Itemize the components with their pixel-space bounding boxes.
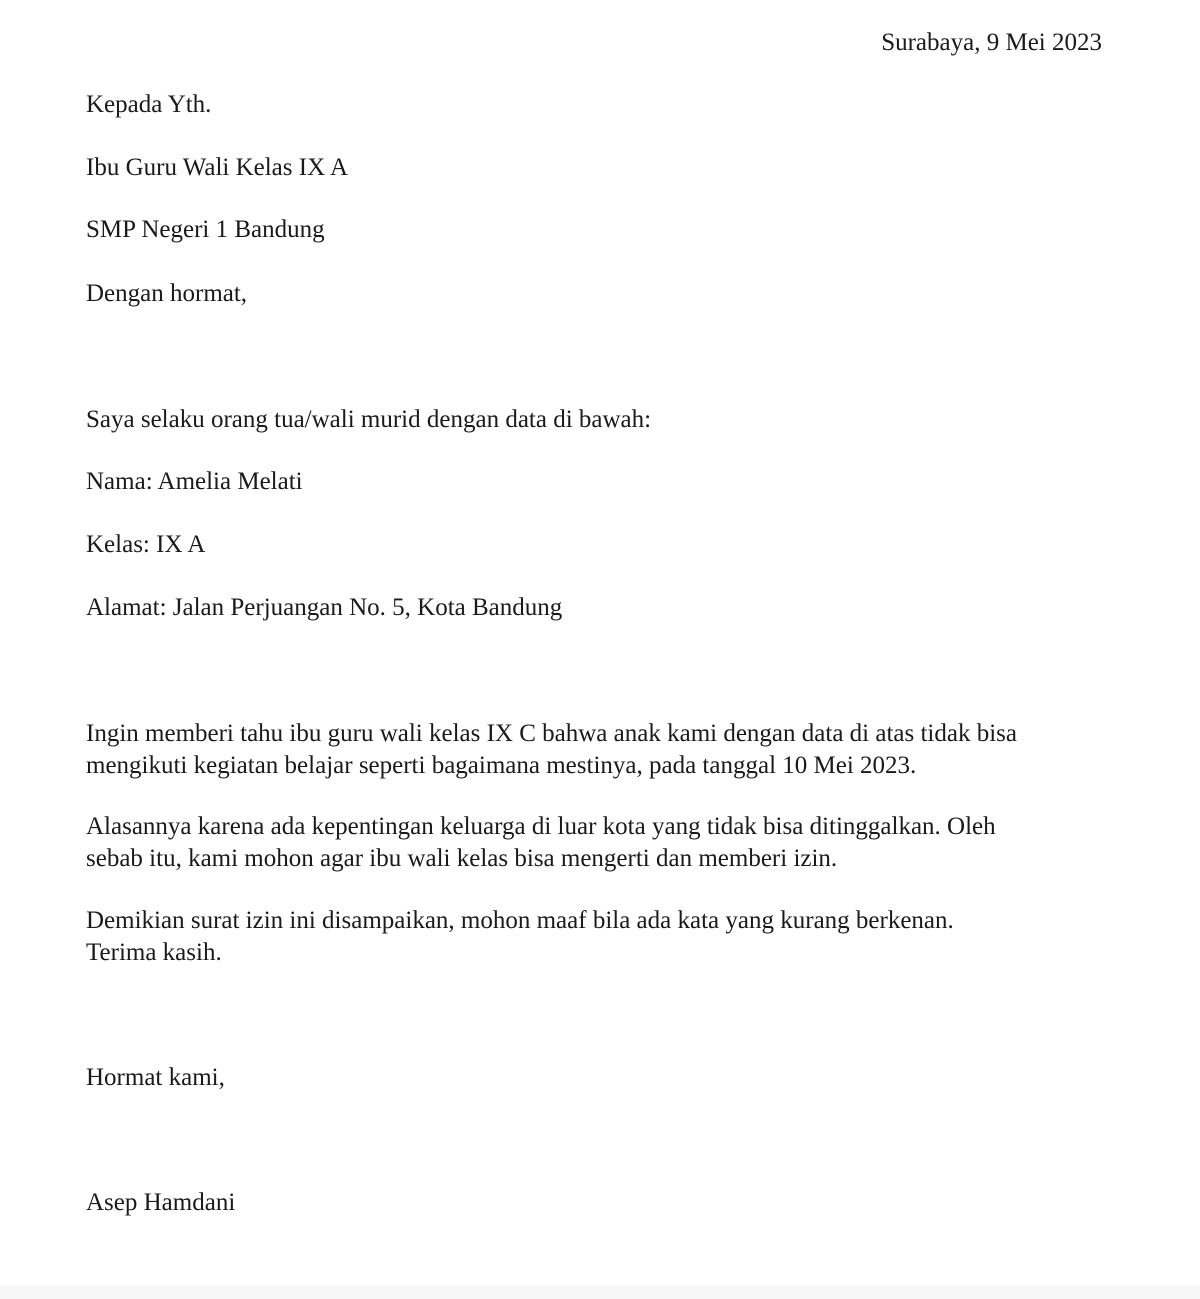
page-bottom-edge bbox=[0, 1285, 1200, 1299]
closing-phrase: Hormat kami, bbox=[86, 1064, 225, 1091]
student-name: Nama: Amelia Melati bbox=[86, 468, 303, 495]
paragraph-line: Demikian surat izin ini disampaikan, mohon maaf bila ada kata yang kurang berkenan. bbox=[86, 907, 954, 934]
paragraph-line: mengikuti kegiatan belajar seperti bagaimana mestinya, pada tanggal 10 Mei 2023. bbox=[86, 752, 917, 779]
recipient-line-2: Ibu Guru Wali Kelas IX A bbox=[86, 154, 349, 181]
recipient-line-1: Kepada Yth. bbox=[86, 91, 212, 118]
paragraph-line: Alasannya karena ada kepentingan keluarga di luar kota yang tidak bisa ditinggalkan. Oleh bbox=[86, 813, 996, 840]
body-paragraph-closing bbox=[86, 905, 1126, 969]
student-class: Kelas: IX A bbox=[86, 531, 206, 558]
body-paragraph-reason bbox=[86, 811, 1126, 875]
paragraph-line: sebab itu, kami mohon agar ibu wali kelas bisa mengerti dan memberi izin. bbox=[86, 845, 838, 872]
student-address: Alamat: Jalan Perjuangan No. 5, Kota Bandung bbox=[86, 594, 563, 621]
letter-date: Surabaya, 9 Mei 2023 bbox=[881, 29, 1102, 56]
salutation: Dengan hormat, bbox=[86, 280, 248, 307]
body-paragraph-notice bbox=[86, 718, 1126, 782]
paragraph-line: Ingin memberi tahu ibu guru wali kelas IX C bahwa anak kami dengan data di atas tidak bisa bbox=[86, 720, 1017, 747]
signature-name: Asep Hamdani bbox=[86, 1189, 236, 1216]
intro-text: Saya selaku orang tua/wali murid dengan data di bawah: bbox=[86, 406, 652, 433]
paragraph-line: Terima kasih. bbox=[86, 939, 222, 966]
recipient-line-3: SMP Negeri 1 Bandung bbox=[86, 216, 325, 243]
